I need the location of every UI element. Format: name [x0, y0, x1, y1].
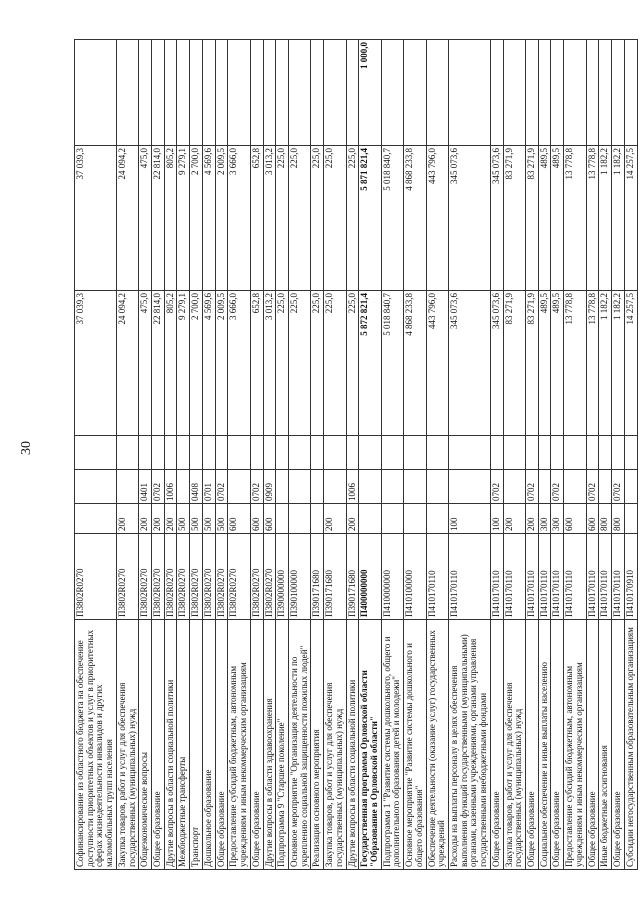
expense-type-cell: 300 [538, 504, 551, 534]
section-code-cell: 0702 [551, 470, 564, 504]
amount-main-cell: 24 094,2 [116, 146, 138, 291]
table-row [381, 40, 403, 870]
section-code-cell [503, 470, 525, 504]
section-code-cell [311, 470, 324, 504]
section-code-cell: 0702 [612, 470, 625, 504]
row-name-cell: Общее образование [152, 620, 165, 870]
amount-extra-cell [139, 40, 152, 146]
table-row [311, 40, 324, 870]
section-code-cell: 0702 [586, 470, 599, 504]
table-row [228, 40, 250, 870]
row-name-cell: Другие вопросы в области здравоохранения [263, 620, 276, 870]
expense-type-cell: 600 [586, 504, 599, 534]
expense-type-cell: 200 [164, 504, 177, 534]
extra-code-cell [288, 436, 310, 470]
row-name-cell: Иные бюджетные ассигнования [599, 620, 612, 870]
row-name-cell: Общее образование [612, 620, 625, 870]
amount-total-cell: 24 094,2 [116, 291, 138, 436]
expense-type-cell: 500 [190, 504, 203, 534]
table-body [75, 40, 638, 870]
amount-total-cell: 225,0 [324, 291, 346, 436]
amount-total-cell: 13 778,8 [586, 291, 599, 436]
extra-code-cell [152, 436, 165, 470]
amount-main-cell: 1 182,2 [612, 146, 625, 291]
row-name-cell: Основное мероприятие "Развитие системы дошкольного и общего образования" [404, 620, 426, 870]
target-code-cell: П410170110 [449, 534, 491, 620]
amount-extra-cell [551, 40, 564, 146]
amount-extra-cell [612, 40, 625, 146]
row-name-cell: Общее образование [586, 620, 599, 870]
extra-code-cell [75, 436, 117, 470]
section-code-cell [276, 470, 289, 504]
amount-total-cell: 489,5 [551, 291, 564, 436]
extra-code-cell [503, 436, 525, 470]
amount-main-cell: 1 182,2 [599, 146, 612, 291]
target-code-cell: П390000000 [276, 534, 289, 620]
target-code-cell: П3802R0270 [250, 534, 263, 620]
expense-type-cell: 200 [346, 504, 359, 534]
section-code-cell [538, 470, 551, 504]
row-name-cell: Реализация основного мероприятия [311, 620, 324, 870]
amount-extra-cell [215, 40, 228, 146]
amount-extra-cell [164, 40, 177, 146]
amount-extra-cell [177, 40, 190, 146]
target-code-cell: П410170110 [612, 534, 625, 620]
extra-code-cell [116, 436, 138, 470]
amount-extra-cell [263, 40, 276, 146]
expense-type-cell: 100 [490, 504, 503, 534]
amount-total-cell: 2 700,0 [190, 291, 203, 436]
target-code-cell: П410170110 [564, 534, 586, 620]
extra-code-cell [551, 436, 564, 470]
table-row [490, 40, 503, 870]
amount-main-cell: 2 700,0 [190, 146, 203, 291]
amount-total-cell: 225,0 [311, 291, 324, 436]
extra-code-cell [538, 436, 551, 470]
extra-code-cell [263, 436, 276, 470]
expense-type-cell [311, 504, 324, 534]
amount-extra-cell [503, 40, 525, 146]
extra-code-cell [599, 436, 612, 470]
amount-main-cell: 3 666,0 [228, 146, 250, 291]
expense-type-cell: 600 [228, 504, 250, 534]
extra-code-cell [526, 436, 539, 470]
extra-code-cell [139, 436, 152, 470]
section-code-cell [228, 470, 250, 504]
amount-total-cell: 805,2 [164, 291, 177, 436]
expense-type-cell: 300 [551, 504, 564, 534]
row-name-cell: Общее образование [215, 620, 228, 870]
target-code-cell: П3802R0270 [75, 534, 117, 620]
amount-extra-cell [276, 40, 289, 146]
table-row [250, 40, 263, 870]
target-code-cell: П410000000 [381, 534, 403, 620]
amount-total-cell: 83 271,9 [503, 291, 525, 436]
section-code-cell: 1006 [346, 470, 359, 504]
target-code-cell: П410170110 [599, 534, 612, 620]
section-code-cell: 0702 [490, 470, 503, 504]
amount-main-cell: 489,5 [551, 146, 564, 291]
amount-total-cell: 3 013,2 [263, 291, 276, 436]
table-row [564, 40, 586, 870]
section-code-cell: 0909 [263, 470, 276, 504]
extra-code-cell [449, 436, 491, 470]
target-code-cell: П3802R0270 [228, 534, 250, 620]
expense-type-cell: 600 [250, 504, 263, 534]
target-code-cell: П410170110 [426, 534, 448, 620]
target-code-cell: П410170110 [526, 534, 539, 620]
section-code-cell: 0701 [202, 470, 215, 504]
amount-total-cell: 9 279,1 [177, 291, 190, 436]
amount-extra-cell [152, 40, 165, 146]
expense-type-cell: 100 [449, 504, 491, 534]
amount-extra-cell [228, 40, 250, 146]
extra-code-cell [612, 436, 625, 470]
amount-main-cell: 13 778,8 [564, 146, 586, 291]
expense-type-cell [381, 504, 403, 534]
amount-main-cell: 225,0 [346, 146, 359, 291]
expense-type-cell: 500 [202, 504, 215, 534]
amount-main-cell: 13 778,8 [586, 146, 599, 291]
extra-code-cell [177, 436, 190, 470]
amount-main-cell: 225,0 [288, 146, 310, 291]
row-name-cell: Подпрограмма 1 "Развитие системы дошкольного, общего и дополнительного образования детей и молодежи" [381, 620, 403, 870]
row-name-cell: Другие вопросы в области социальной политики [164, 620, 177, 870]
row-name-cell: Закупка товаров, работ и услуг для обеспечения государственных (муниципальных) нужд [503, 620, 525, 870]
amount-main-cell: 5 871 821,4 [359, 146, 381, 291]
target-code-cell: П410170110 [586, 534, 599, 620]
amount-main-cell: 4 569,6 [202, 146, 215, 291]
extra-code-cell [324, 436, 346, 470]
section-code-cell [381, 470, 403, 504]
amount-main-cell: 475,0 [139, 146, 152, 291]
amount-main-cell: 225,0 [311, 146, 324, 291]
table-row [503, 40, 525, 870]
target-code-cell: П410170110 [551, 534, 564, 620]
amount-extra-cell [116, 40, 138, 146]
amount-total-cell: 4 569,6 [202, 291, 215, 436]
row-name-cell: Закупка товаров, работ и услуг для обеспечения государственных (муниципальных) нужд [324, 620, 346, 870]
amount-extra-cell [599, 40, 612, 146]
row-name-cell: Общее образование [490, 620, 503, 870]
expense-type-cell [276, 504, 289, 534]
amount-total-cell: 22 814,0 [152, 291, 165, 436]
table-row [426, 40, 448, 870]
target-code-cell: П410170910 [624, 534, 637, 620]
amount-main-cell: 443 796,0 [426, 146, 448, 291]
target-code-cell: П410100000 [404, 534, 426, 620]
amount-total-cell: 652,8 [250, 291, 263, 436]
amount-total-cell: 489,5 [538, 291, 551, 436]
section-code-cell: 0408 [190, 470, 203, 504]
amount-main-cell: 22 814,0 [152, 146, 165, 291]
expense-type-cell: 200 [324, 504, 346, 534]
row-name-cell: Подпрограмма 9 "Старшее поколение" [276, 620, 289, 870]
row-name-cell: Софинансирование из областного бюджета на обеспечение доступности приоритетных объектов и услуг в приоритетных сферах жизнедеятельности инвалидов и других маломобильных групп населения [75, 620, 117, 870]
table-row [263, 40, 276, 870]
amount-extra-cell [324, 40, 346, 146]
amount-main-cell: 225,0 [276, 146, 289, 291]
expense-type-cell [288, 504, 310, 534]
amount-main-cell: 3 013,2 [263, 146, 276, 291]
table-row [586, 40, 599, 870]
page-number: 30 [19, 441, 34, 455]
target-code-cell: П3802R0270 [190, 534, 203, 620]
table-row [116, 40, 138, 870]
row-name-cell: Общеэкономические вопросы [139, 620, 152, 870]
expense-type-cell [404, 504, 426, 534]
amount-total-cell: 5 018 840,7 [381, 291, 403, 436]
amount-extra-cell [75, 40, 117, 146]
amount-total-cell: 4 868 233,8 [404, 291, 426, 436]
amount-extra-cell [190, 40, 203, 146]
expense-type-cell: 200 [503, 504, 525, 534]
amount-total-cell: 345 073,6 [449, 291, 491, 436]
amount-main-cell: 4 868 233,8 [404, 146, 426, 291]
extra-code-cell [624, 436, 637, 470]
table-row [164, 40, 177, 870]
target-code-cell: П3802R0270 [152, 534, 165, 620]
amount-main-cell: 14 257,5 [624, 146, 637, 291]
amount-extra-cell [490, 40, 503, 146]
expense-type-cell [624, 504, 637, 534]
section-code-cell [75, 470, 117, 504]
row-name-cell: Государственная программа Орловской области "Образование в Орловской области" [359, 620, 381, 870]
amount-total-cell: 5 872 821,4 [359, 291, 381, 436]
target-code-cell: П390171680 [346, 534, 359, 620]
table-row [202, 40, 215, 870]
section-code-cell [288, 470, 310, 504]
expense-type-cell: 800 [612, 504, 625, 534]
row-name-cell: Основное мероприятие "Организация деятельности по укреплению социальной защищенности пожилых людей" [288, 620, 310, 870]
row-name-cell: Общее образование [526, 620, 539, 870]
amount-total-cell: 1 182,2 [599, 291, 612, 436]
extra-code-cell [311, 436, 324, 470]
target-code-cell: П3802R0270 [215, 534, 228, 620]
amount-extra-cell [311, 40, 324, 146]
row-name-cell: Общее образование [551, 620, 564, 870]
target-code-cell: П390100000 [288, 534, 310, 620]
amount-total-cell: 13 778,8 [564, 291, 586, 436]
target-code-cell: П410170110 [503, 534, 525, 620]
table-row [449, 40, 491, 870]
expense-type-cell: 800 [599, 504, 612, 534]
table-row [526, 40, 539, 870]
amount-total-cell: 1 182,2 [612, 291, 625, 436]
target-code-cell: П3802R0270 [263, 534, 276, 620]
extra-code-cell [381, 436, 403, 470]
section-code-cell: 0401 [139, 470, 152, 504]
amount-extra-cell: 1 000,0 [359, 40, 381, 146]
amount-main-cell: 83 271,9 [526, 146, 539, 291]
amount-total-cell: 443 796,0 [426, 291, 448, 436]
target-code-cell: П410170110 [490, 534, 503, 620]
section-code-cell: 0702 [152, 470, 165, 504]
target-code-cell: П400000000 [359, 534, 381, 620]
amount-total-cell: 225,0 [288, 291, 310, 436]
extra-code-cell [250, 436, 263, 470]
table-row [276, 40, 289, 870]
table-row [599, 40, 612, 870]
section-code-cell [564, 470, 586, 504]
amount-total-cell: 3 666,0 [228, 291, 250, 436]
amount-main-cell: 345 073,6 [490, 146, 503, 291]
budget-table [74, 39, 638, 870]
expense-type-cell: 200 [139, 504, 152, 534]
expense-type-cell: 200 [152, 504, 165, 534]
table-row [612, 40, 625, 870]
amount-extra-cell [538, 40, 551, 146]
target-code-cell: П3802R0270 [139, 534, 152, 620]
amount-main-cell: 9 279,1 [177, 146, 190, 291]
row-name-cell: Социальное обеспечение и иные выплаты населению [538, 620, 551, 870]
table-row [152, 40, 165, 870]
section-code-cell [624, 470, 637, 504]
section-code-cell [599, 470, 612, 504]
amount-total-cell: 2 009,5 [215, 291, 228, 436]
amount-main-cell: 37 039,3 [75, 146, 117, 291]
expense-type-cell: 600 [564, 504, 586, 534]
expense-type-cell: 500 [177, 504, 190, 534]
amount-main-cell: 652,8 [250, 146, 263, 291]
table-row [139, 40, 152, 870]
table-row [404, 40, 426, 870]
expense-type-cell [75, 504, 117, 534]
extra-code-cell [426, 436, 448, 470]
table-row [551, 40, 564, 870]
extra-code-cell [586, 436, 599, 470]
row-name-cell: Субсидии негосударственным образовательным организациям [624, 620, 637, 870]
target-code-cell: П3802R0270 [202, 534, 215, 620]
amount-main-cell: 805,2 [164, 146, 177, 291]
extra-code-cell [404, 436, 426, 470]
section-code-cell: 0702 [215, 470, 228, 504]
extra-code-cell [190, 436, 203, 470]
row-name-cell: Дошкольное образование [202, 620, 215, 870]
expense-type-cell: 600 [263, 504, 276, 534]
extra-code-cell [359, 436, 381, 470]
expense-type-cell [426, 504, 448, 534]
table-row [346, 40, 359, 870]
extra-code-cell [346, 436, 359, 470]
extra-code-cell [164, 436, 177, 470]
amount-extra-cell [449, 40, 491, 146]
section-code-cell [177, 470, 190, 504]
amount-extra-cell [288, 40, 310, 146]
amount-extra-cell [564, 40, 586, 146]
amount-total-cell: 475,0 [139, 291, 152, 436]
table-row [359, 40, 381, 870]
extra-code-cell [228, 436, 250, 470]
amount-total-cell: 225,0 [346, 291, 359, 436]
target-code-cell: П390171680 [324, 534, 346, 620]
amount-total-cell: 14 257,5 [624, 291, 637, 436]
target-code-cell: П390171680 [311, 534, 324, 620]
row-name-cell: Расходы на выплаты персоналу в целях обеспечения выполнения функций государственными (муниципальными) органами, казенными учреждениями, органами управления государственными внебюджетными фондами [449, 620, 491, 870]
section-code-cell: 0702 [526, 470, 539, 504]
amount-extra-cell [586, 40, 599, 146]
section-code-cell [404, 470, 426, 504]
amount-extra-cell [404, 40, 426, 146]
expense-type-cell [359, 504, 381, 534]
amount-main-cell: 345 073,6 [449, 146, 491, 291]
extra-code-cell [564, 436, 586, 470]
row-name-cell: Общее образование [250, 620, 263, 870]
table-row [324, 40, 346, 870]
amount-extra-cell [624, 40, 637, 146]
target-code-cell: П410170110 [538, 534, 551, 620]
extra-code-cell [276, 436, 289, 470]
table-row [215, 40, 228, 870]
section-code-cell [116, 470, 138, 504]
expense-type-cell: 200 [116, 504, 138, 534]
amount-total-cell: 345 073,6 [490, 291, 503, 436]
extra-code-cell [215, 436, 228, 470]
table-row [288, 40, 310, 870]
amount-extra-cell [526, 40, 539, 146]
table-row [177, 40, 190, 870]
row-name-cell: Закупка товаров, работ и услуг для обеспечения государственных (муниципальных) нужд [116, 620, 138, 870]
section-code-cell [449, 470, 491, 504]
amount-extra-cell [346, 40, 359, 146]
amount-extra-cell [426, 40, 448, 146]
amount-total-cell: 225,0 [276, 291, 289, 436]
amount-main-cell: 2 009,5 [215, 146, 228, 291]
row-name-cell: Предоставление субсидий бюджетным, автономным учреждениям и иным некоммерческим организациям [228, 620, 250, 870]
amount-total-cell: 37 039,3 [75, 291, 117, 436]
amount-extra-cell [202, 40, 215, 146]
row-name-cell: Обеспечение деятельности (оказание услуг) государственных учреждений [426, 620, 448, 870]
section-code-cell: 1006 [164, 470, 177, 504]
amount-main-cell: 5 018 840,7 [381, 146, 403, 291]
table-row [190, 40, 203, 870]
amount-main-cell: 225,0 [324, 146, 346, 291]
extra-code-cell [490, 436, 503, 470]
amount-total-cell: 83 271,9 [526, 291, 539, 436]
table-row [75, 40, 117, 870]
target-code-cell: П3802R0270 [177, 534, 190, 620]
row-name-cell: Транспорт [190, 620, 203, 870]
expense-type-cell: 500 [215, 504, 228, 534]
amount-extra-cell [381, 40, 403, 146]
rotated-page [74, 40, 635, 870]
row-name-cell: Другие вопросы в области социальной политики [346, 620, 359, 870]
extra-code-cell [202, 436, 215, 470]
amount-extra-cell [250, 40, 263, 146]
table-row [538, 40, 551, 870]
row-name-cell: Предоставление субсидий бюджетным, автономным учреждениям и иным некоммерческим организациям [564, 620, 586, 870]
section-code-cell [324, 470, 346, 504]
expense-type-cell: 200 [526, 504, 539, 534]
row-name-cell: Межбюджетные трансферты [177, 620, 190, 870]
target-code-cell: П3802R0270 [164, 534, 177, 620]
amount-main-cell: 83 271,9 [503, 146, 525, 291]
amount-main-cell: 489,5 [538, 146, 551, 291]
section-code-cell [426, 470, 448, 504]
table-row [624, 40, 637, 870]
section-code-cell: 0702 [250, 470, 263, 504]
section-code-cell [359, 470, 381, 504]
target-code-cell: П3802R0270 [116, 534, 138, 620]
